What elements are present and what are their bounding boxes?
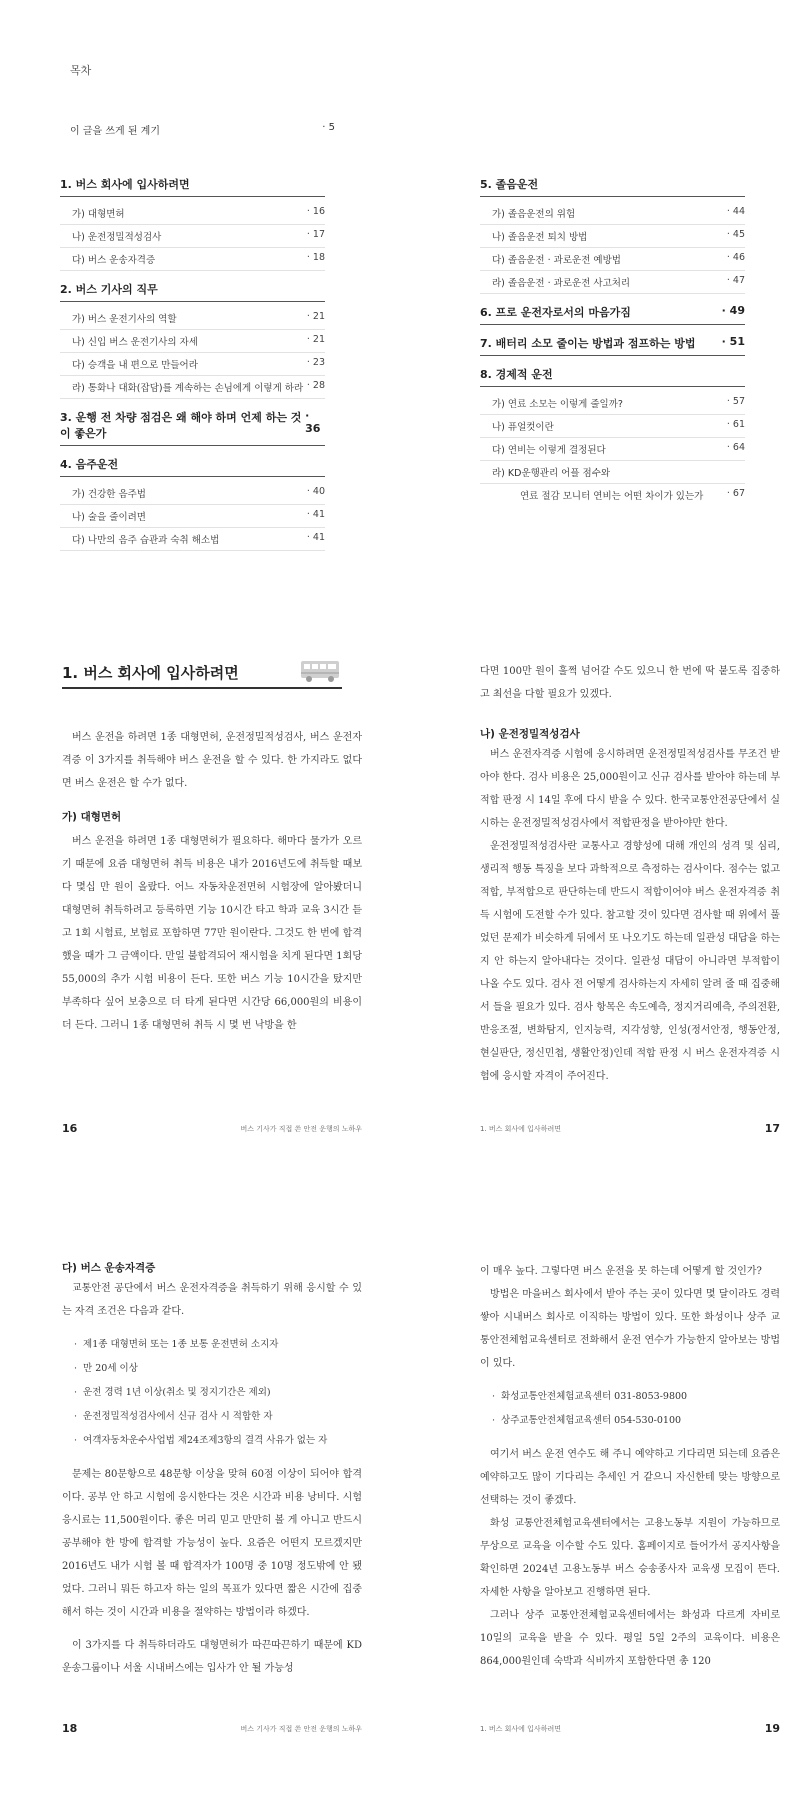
- condition-item: · 운전정밀적성검사에서 신규 검사 시 적합한 자: [62, 1405, 362, 1429]
- toc-entry-title: 가) 대형면허: [72, 209, 125, 220]
- training-paragraph: 여기서 버스 운전 연수도 해 주니 예약하고 기다리면 되는데 요즘은 예약하고도 많이 기다리는 추세인 거 같으니 자신한테 맞는 방향으로 선택하는 것이 좋겠다.: [480, 1449, 780, 1506]
- hwaseong-paragraph: 화성 교통안전체험교육센터에서는 고용노동부 지원이 가능하므로 무상으로 교육을 이수할 수도 있다. 홈페이지로 들어가서 공지사항을 확인하면 2024년 고용노동부 버스 승송종사자 교육생 모집이 뜬다. 자세한 사항을 알아보고 진행하면 된다.: [480, 1518, 780, 1598]
- toc-entry-page: · 57: [726, 396, 745, 407]
- toc-entry[interactable]: [60, 330, 325, 353]
- condition-item: · 만 20세 이상: [62, 1357, 362, 1381]
- toc-section-title: 5. 졸음운전: [480, 178, 539, 191]
- toc-entry-title: 라) 통화나 대화(잡담)를 계속하는 손님에게 이렇게 하라: [72, 383, 304, 394]
- toc-entry-page: · 46: [726, 252, 745, 263]
- running-title: 버스 기사가 직접 쓴 안전 운행의 노하우: [240, 1124, 362, 1133]
- toc-entry-page: · 21: [306, 311, 325, 322]
- toc-entry-page: · 61: [726, 419, 745, 430]
- toc-section: [60, 456, 325, 551]
- toc-section-page: · 36: [305, 409, 321, 435]
- toc-section: [60, 409, 325, 446]
- toc-section: [480, 335, 745, 356]
- aptitude-paragraph-2: 운전정밀적성검사란 교통사고 경향성에 대해 개인의 성격 및 심리, 생리적 행동 특징을 보다 과학적으로 측정하는 검사이다. 점수는 없고 적합, 부적합으로 판단하는데 반드시 적합이어야 버스 운전자격증 취득 시험에 도전할 수가 있다. 참고할 것이 있다면 검사할 때 위에서 풀었던 문제가 비슷하게 뒤에서 또 나오기도 하는데 일관성 대답을 하는지 안 하는지 알아내다는 것이다. 일관성 대답이 아니라면 부적합이 나올 수도 있다. 검사 전 어떻게 검사하는지 자세히 알려 줄 때 집중해서 들을 필요가 있다. 검사 항목은 속도예측, 정지거리예측, 주의전환, 반응조절, 변화탐지, 인지능력, 지각성향, 인성(정서안정, 행동안정, 현실판단, 정신민첩, 생활안정)인데 적합 판정 시 버스 운전자격증 시험에 응시할 자격이 주어진다.: [480, 841, 780, 1082]
- toc-entry[interactable]: [480, 271, 745, 294]
- toc-entry-page: · 67: [726, 488, 745, 499]
- toc-entry-title: 라) 졸음운전 · 과로운전 사고처리: [492, 278, 631, 289]
- toc-entry[interactable]: [480, 248, 745, 271]
- page-19-footer: [480, 1722, 780, 1735]
- page-number: 18: [62, 1722, 78, 1735]
- toc-entry-title: 나) 퓨얼컷이란: [492, 422, 554, 433]
- toc-section-page: · 51: [721, 335, 745, 348]
- page-number: 17: [764, 1122, 780, 1135]
- toc-entry-page: · 40: [306, 486, 325, 497]
- toc-entry[interactable]: [480, 225, 745, 248]
- toc-entry[interactable]: [480, 438, 745, 461]
- toc-entry[interactable]: [60, 528, 325, 551]
- toc-entry[interactable]: [480, 415, 745, 438]
- toc-entry-title: 다) 승객을 내 편으로 만들어라: [72, 360, 198, 371]
- page-18-footer: [62, 1722, 362, 1735]
- toc-entry-page: · 18: [306, 252, 325, 263]
- exam-paragraph: 문제는 80문항으로 48문항 이상을 맞혀 60점 이상이 되어야 합격이다. 공부 안 하고 시험에 응시한다는 것은 시간과 비용 낭비다. 시험 응시료는 11,500원이다. 좋은 머리 믿고 만만히 볼 게 아니고 반드시 공부해야 한 방에 합격할 가능성이 높다. 요즘은 어떤지 모르겠지만 2016년도 내가 시험 볼 때 합격자가 100명 중 10명 정도밖에 안 됐었다. 그러니 뭐든 하고자 하는 일의 목표가 있다면 짧은 시간에 집중해서 하는 것이 시간과 비용을 절약하는 방법이라 하겠다.: [62, 1469, 362, 1618]
- toc-entry-page: · 21: [306, 334, 325, 345]
- toc-section-title: 4. 음주운전: [60, 458, 119, 471]
- pages-18-19-spread: [0, 1200, 810, 1800]
- toc-section-heading[interactable]: [480, 335, 745, 356]
- page-18: [62, 1200, 362, 1800]
- toc-entry-title: 다) 버스 운송자격증: [72, 255, 156, 266]
- toc-section-title: 2. 버스 기사의 직무: [60, 283, 158, 296]
- section-title-large-license: 가) 대형면허: [62, 811, 122, 823]
- toc-section-heading[interactable]: [60, 409, 325, 446]
- toc-section-title: 1. 버스 회사에 입사하려면: [60, 178, 190, 191]
- bus-icon: [300, 658, 340, 684]
- toc-section: [60, 281, 325, 399]
- toc-entry[interactable]: [480, 484, 745, 506]
- toc-label: 목차: [70, 64, 92, 77]
- toc-section-page: · 49: [721, 304, 745, 317]
- toc-entry-page: · 64: [726, 442, 745, 453]
- method-paragraph: 방법은 마을버스 회사에서 받아 주는 곳이 있다면 몇 달이라도 경력 쌓아 시내버스 회사로 이직하는 방법이 있다. 또한 화성이나 상주 교통안전체험교육센터로 전화해서 운전 연수가 가능한지 알아보는 방법이 있다.: [480, 1289, 780, 1369]
- toc-left-column: [60, 176, 325, 561]
- toc-entry-page: · 47: [726, 275, 745, 286]
- toc-entry-title: 가) 버스 운전기사의 역할: [72, 314, 177, 325]
- toc-intro-title: 이 글을 쓰게 된 계기: [70, 126, 160, 137]
- large-license-paragraph: 버스 운전을 하려면 1종 대형면허가 필요하다. 해마다 물가가 오르기 때문에 요즘 대형면허 취득 비용은 내가 2016년도에 취득할 때보다 몇십 만 원이 올랐다. 어느 자동차운전면허 시험장에 알아봤더니 대형면허 취득하려고 등록하면 기능 10시간 타고 학과 교육 3시간 듣고 1회 시험료, 보험료 포함하면 77만 원이란다. 그것도 한 번에 합격했을 때가 그 금액이다. 만일 불합격되어 재시험을 치게 된다면 1회당 55,000의 추가 시험 비용이 든다. 또한 버스 기능 10시간을 탔지만 부족하다 싶어 보충으로 더 타게 된다면 시간당 66,000원의 비용이 더 든다. 그러니 1종 대형면허 취득 시 몇 번 낙방을 한: [62, 836, 362, 1031]
- toc-entry-title: 나) 신입 버스 운전기사의 자세: [72, 337, 198, 348]
- toc-right-column: [480, 176, 745, 516]
- condition-item: · 여객자동차운수사업법 제24조제3항의 결격 사유가 없는 자: [62, 1429, 362, 1453]
- continued-paragraph: 다면 100만 원이 훌쩍 넘어갈 수도 있으니 한 번에 딱 붙도록 집중하고 최선을 다할 필요가 있겠다.: [480, 666, 780, 700]
- page-number: 19: [764, 1722, 780, 1735]
- toc-section-title: 8. 경제적 운전: [480, 368, 553, 381]
- toc-section-title: 3. 운행 전 차량 점검은 왜 해야 하며 언제 하는 것이 좋은가: [60, 411, 302, 440]
- conditions-intro: 교통안전 공단에서 버스 운전자격증을 취득하기 위해 응시할 수 있는 자격 조건은 다음과 같다.: [62, 1283, 362, 1317]
- toc-entry[interactable]: [480, 202, 745, 225]
- contact-item: · 화성교통안전체험교육센터 031-8053-9800: [480, 1385, 780, 1409]
- toc-section-heading[interactable]: [480, 366, 745, 387]
- section-title-transport-license: 다) 버스 운송자격증: [62, 1262, 156, 1274]
- toc-entry-title: 다) 졸음운전 · 과로운전 예방법: [492, 255, 621, 266]
- chapter-title: 1. 버스 회사에 입사하려면: [62, 662, 342, 689]
- page-17-footer: [480, 1122, 780, 1135]
- toc-entry[interactable]: [60, 482, 325, 505]
- intro-paragraph: 버스 운전을 하려면 1종 대형면허, 운전정밀적성검사, 버스 운전자격증 이 3가지를 취득해야 버스 운전을 할 수 있다. 한 가지라도 없다면 버스 운전은 할 수가 없다.: [62, 732, 362, 789]
- toc-entry[interactable]: [480, 392, 745, 415]
- toc-entry[interactable]: [60, 353, 325, 376]
- toc-entry[interactable]: [60, 505, 325, 528]
- toc-section: [480, 176, 745, 294]
- toc-entry-title: 나) 술을 줄이려면: [72, 512, 146, 523]
- toc-entry[interactable]: [60, 202, 325, 225]
- page-17: [480, 600, 780, 1200]
- toc-entry-page: · 44: [726, 206, 745, 217]
- toc-section-heading[interactable]: [480, 176, 745, 197]
- toc-section-title: 6. 프로 운전자로서의 마음가짐: [480, 306, 631, 319]
- aptitude-paragraph-1: 버스 운전자격증 시험에 응시하려면 운전정밀적성검사를 무조건 받아야 한다. 검사 비용은 25,000원이고 신규 검사를 받아야 하는데 부적합 판정 시 14일 후에 다시 받을 수 있다. 한국교통안전공단에서 실시하는 운전정밀적성검사에서 적합판정을 받아야만 한다.: [480, 749, 780, 829]
- toc-entry-page: · 41: [306, 532, 325, 543]
- toc-section-title: 7. 배터리 소모 줄이는 방법과 점프하는 방법: [480, 337, 696, 350]
- toc-entry-title: 다) 연비는 이렇게 결정된다: [492, 445, 606, 456]
- toc-entry-title: 나) 졸음운전 퇴치 방법: [492, 232, 588, 243]
- toc-entry-title: 연료 절감 모니터 연비는 어떤 차이가 있는가: [520, 491, 704, 502]
- toc-entry[interactable]: [60, 376, 325, 399]
- pages-16-17-spread: [0, 600, 810, 1200]
- toc-intro-entry[interactable]: [70, 122, 335, 137]
- toc-entry[interactable]: [60, 225, 325, 248]
- toc-entry[interactable]: [60, 248, 325, 271]
- condition-item: · 제1종 대형면허 또는 1종 보통 운전면허 소지자: [62, 1333, 362, 1357]
- conditions-list: [62, 1333, 362, 1453]
- page-number: 16: [62, 1122, 78, 1135]
- toc-intro-page: · 5: [322, 122, 335, 133]
- toc-entry-title: 가) 졸음운전의 위험: [492, 209, 576, 220]
- career-paragraph: 이 3가지를 다 취득하더라도 대형면허가 따끈따끈하기 때문에 KD운송그룹이나 서울 시내버스에는 입사가 안 될 가능성: [62, 1640, 362, 1674]
- toc-section-heading[interactable]: [480, 304, 745, 325]
- toc-entry-page: · 41: [306, 509, 325, 520]
- toc-section-heading[interactable]: [60, 176, 325, 197]
- continued-paragraph: 이 매우 높다. 그렇다면 버스 운전을 못 하는데 어떻게 할 것인가?: [480, 1266, 762, 1277]
- toc-entry-page: · 45: [726, 229, 745, 240]
- toc-spread: [0, 0, 810, 600]
- toc-entry-title: 라) KD운행관리 어플 점수와: [492, 468, 611, 479]
- page-16-footer: [62, 1122, 362, 1135]
- page-19: [480, 1200, 780, 1800]
- sangju-paragraph: 그러나 상주 교통안전체험교육센터에서는 화성과 다르게 자비로 10일의 교육을 받을 수 있다. 평일 5일 2주의 교육이다. 비용은 864,000원인데 숙박과 식비까지 포함한다면 총 120: [480, 1610, 780, 1667]
- contact-item: · 상주교통안전체험교육센터 054-530-0100: [480, 1409, 780, 1433]
- toc-section: [60, 176, 325, 271]
- toc-section: [480, 366, 745, 506]
- toc-entry-title: 가) 건강한 음주법: [72, 489, 146, 500]
- toc-entry-page: · 23: [306, 357, 325, 368]
- contacts-list: [480, 1385, 780, 1433]
- toc-entry-title: 다) 나만의 음주 습관과 숙취 해소법: [72, 535, 220, 546]
- toc-entry[interactable]: [60, 307, 325, 330]
- running-title: 버스 기사가 직접 쓴 안전 운행의 노하우: [240, 1724, 362, 1733]
- toc-section: [480, 304, 745, 325]
- toc-section-heading[interactable]: [60, 456, 325, 477]
- toc-entry-page: · 28: [306, 380, 325, 391]
- section-title-aptitude-test: 나) 운전정밀적성검사: [480, 728, 580, 740]
- toc-entry-title: 가) 연료 소모는 이렇게 줄일까?: [492, 399, 623, 410]
- page-16: [62, 600, 362, 1200]
- toc-entry[interactable]: [480, 461, 745, 484]
- toc-section-heading[interactable]: [60, 281, 325, 302]
- toc-entry-page: · 16: [306, 206, 325, 217]
- toc-entry-page: · 17: [306, 229, 325, 240]
- toc-entry-title: 나) 운전정밀적성검사: [72, 232, 162, 243]
- running-title: 1. 버스 회사에 입사하려면: [480, 1724, 561, 1733]
- running-title: 1. 버스 회사에 입사하려면: [480, 1124, 561, 1133]
- condition-item: · 운전 경력 1년 이상(취소 및 정지기간은 제외): [62, 1381, 362, 1405]
